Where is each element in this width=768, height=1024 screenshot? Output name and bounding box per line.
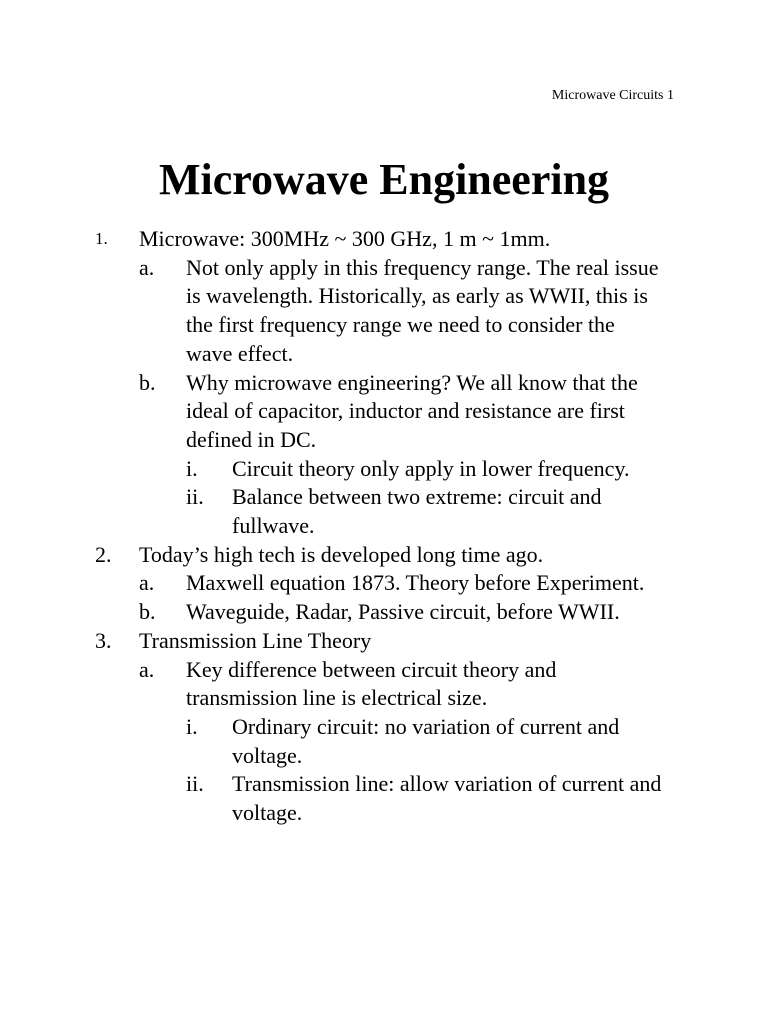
outline-item-1b-i <box>0 455 672 484</box>
item-marker: b. <box>139 369 156 395</box>
outline-item-2b <box>0 598 664 627</box>
running-header: Microwave Circuits 1 <box>551 88 674 103</box>
item-marker: i. <box>186 455 198 481</box>
item-marker: a. <box>139 254 155 280</box>
outline-item-3 <box>0 627 664 656</box>
item-marker: b. <box>139 599 156 625</box>
item-text: Maxwell equation 1873. Theory before Experiment. <box>186 570 645 596</box>
outline-item-1b-ii <box>0 483 672 540</box>
item-text: Microwave: 300MHz ~ 300 GHz, 1 m ~ 1mm. <box>139 226 551 251</box>
item-text: Circuit theory only apply in lower frequency. <box>232 455 630 481</box>
item-marker: 1. <box>95 229 108 248</box>
item-text: Today’s high tech is developed long time ago. <box>139 541 544 567</box>
item-text: Transmission line: allow variation of current and voltage. <box>232 771 662 826</box>
item-text: Waveguide, Radar, Passive circuit, before WWII. <box>186 599 620 625</box>
item-marker: i. <box>186 713 198 739</box>
outline-list <box>0 225 768 828</box>
outline-item-2 <box>0 541 664 570</box>
item-text: Not only apply in this frequency range. The real issue is wavelength. Historically, as early as WWII, this is the first frequency range we need to consider the wave effect. <box>186 254 659 366</box>
item-marker: ii. <box>186 771 204 797</box>
item-text: Ordinary circuit: no variation of current and voltage. <box>232 713 620 768</box>
item-text: Transmission Line Theory <box>139 627 372 653</box>
item-marker: 2. <box>95 541 112 567</box>
item-text: Why microwave engineering? We all know that the ideal of capacitor, inductor and resistance are first defined in DC. <box>186 369 638 452</box>
document-title: Microwave Engineering <box>158 155 610 204</box>
outline-item-3a-ii <box>0 770 672 827</box>
item-text: Balance between two extreme: circuit and fullwave. <box>232 484 602 539</box>
item-marker: a. <box>139 570 155 596</box>
item-marker: a. <box>139 656 155 682</box>
outline-item-3a <box>0 656 664 713</box>
outline-item-1a <box>0 254 664 369</box>
item-marker: ii. <box>186 484 204 510</box>
item-text: Key difference between circuit theory and transmission line is electrical size. <box>186 656 557 711</box>
item-marker: 3. <box>95 627 112 653</box>
outline-item-2a <box>0 569 664 598</box>
outline-item-3a-i <box>0 713 672 770</box>
outline-item-1 <box>0 225 664 254</box>
outline-item-1b <box>0 369 664 455</box>
